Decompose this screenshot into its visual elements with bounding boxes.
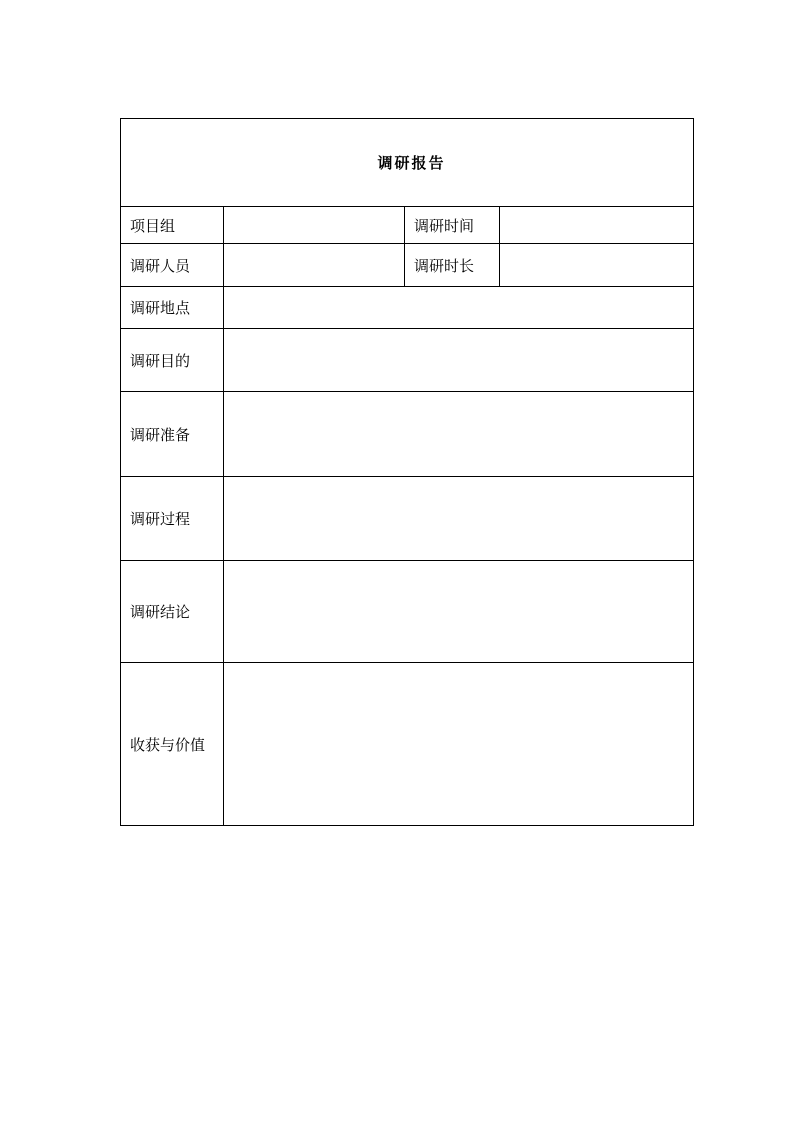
form-row xyxy=(121,207,694,244)
survey-conclusion-label: 调研结论 xyxy=(121,561,224,663)
survey-purpose-field[interactable] xyxy=(224,329,694,392)
survey-duration-label: 调研时长 xyxy=(405,244,500,287)
survey-staff-label: 调研人员 xyxy=(121,244,224,287)
form-row xyxy=(121,287,694,329)
form-row xyxy=(121,477,694,561)
survey-process-label: 调研过程 xyxy=(121,477,224,561)
survey-report-form xyxy=(120,118,694,826)
form-row xyxy=(121,329,694,392)
survey-preparation-label: 调研准备 xyxy=(121,392,224,477)
form-row xyxy=(121,561,694,663)
gains-and-value-label: 收获与价值 xyxy=(121,663,224,826)
project-group-field[interactable] xyxy=(224,207,405,244)
report-title: 调研报告 xyxy=(121,119,694,207)
survey-time-label: 调研时间 xyxy=(405,207,500,244)
survey-time-field[interactable] xyxy=(500,207,694,244)
survey-purpose-label: 调研目的 xyxy=(121,329,224,392)
survey-staff-field[interactable] xyxy=(224,244,405,287)
survey-location-label: 调研地点 xyxy=(121,287,224,329)
title-row xyxy=(121,119,694,207)
form-row xyxy=(121,392,694,477)
survey-preparation-field[interactable] xyxy=(224,392,694,477)
project-group-label: 项目组 xyxy=(121,207,224,244)
survey-duration-field[interactable] xyxy=(500,244,694,287)
survey-conclusion-field[interactable] xyxy=(224,561,694,663)
gains-and-value-field[interactable] xyxy=(224,663,694,826)
form-row xyxy=(121,663,694,826)
survey-location-field[interactable] xyxy=(224,287,694,329)
survey-process-field[interactable] xyxy=(224,477,694,561)
form-row xyxy=(121,244,694,287)
